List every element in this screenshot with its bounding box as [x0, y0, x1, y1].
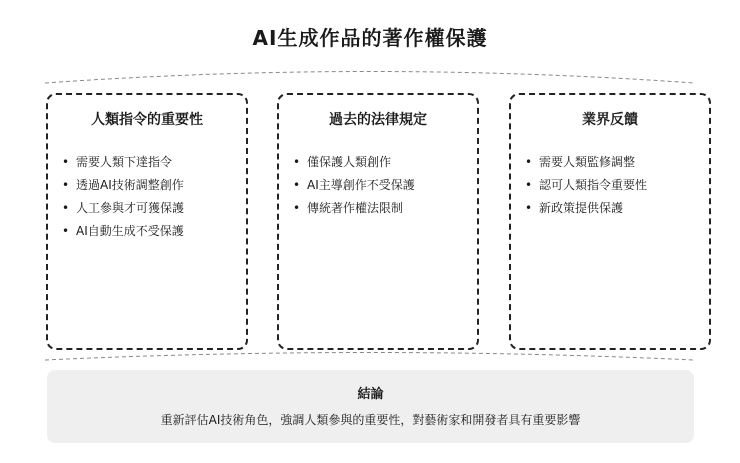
list-item [293, 151, 477, 174]
list-item [293, 174, 477, 197]
card-industry-feedback [509, 93, 711, 350]
card-title: 過去的法律規定 [329, 112, 427, 128]
list-item-text: 新政策提供保護 [539, 201, 624, 215]
conclusion-title: 結論 [357, 387, 384, 402]
list-item-text: 人工參與才可獲保護 [76, 201, 185, 215]
list-item [525, 174, 709, 197]
bullet-icon: • [62, 224, 70, 238]
list-item [525, 197, 709, 220]
bullet-icon: • [293, 155, 301, 169]
list-item-text: 需要人類下達指令 [76, 155, 173, 169]
bullet-icon: • [525, 201, 533, 215]
bullet-icon: • [62, 201, 70, 215]
bullet-icon: • [525, 155, 533, 169]
conclusion-text: 重新評估AI技術角色，強調人類參與的重要性，對藝術家和開發者具有重要影響 [160, 413, 581, 427]
list-item-text: 僅保護人類創作 [307, 155, 392, 169]
list-item [62, 197, 246, 220]
conclusion-box [47, 370, 694, 443]
list-item-text: 透過AI技術調整創作 [76, 178, 184, 192]
list-item-text: 認可人類指令重要性 [539, 178, 648, 192]
card-title: 人類指令的重要性 [91, 112, 203, 128]
bullet-icon: • [62, 155, 70, 169]
list-item [293, 197, 477, 220]
list-item-text: AI主導創作不受保護 [307, 178, 415, 192]
card-human-instruction [46, 93, 248, 350]
card-list [511, 151, 709, 220]
bullet-icon: • [525, 178, 533, 192]
list-item-text: AI自動生成不受保護 [76, 224, 184, 238]
list-item-text: 傳統著作權法限制 [307, 201, 404, 215]
card-list [279, 151, 477, 220]
bottom-arc-connector [45, 353, 694, 361]
card-list [48, 151, 246, 243]
bullet-icon: • [293, 178, 301, 192]
top-arc-connector [45, 72, 694, 84]
card-title: 業界反饋 [582, 112, 638, 128]
card-past-law [277, 93, 479, 350]
list-item-text: 需要人類監修調整 [539, 155, 636, 169]
diagram-title: AI生成作品的著作權保護 [252, 26, 488, 50]
bullet-icon: • [293, 201, 301, 215]
list-item [525, 151, 709, 174]
list-item [62, 151, 246, 174]
list-item [62, 174, 246, 197]
list-item [62, 220, 246, 243]
bullet-icon: • [62, 178, 70, 192]
